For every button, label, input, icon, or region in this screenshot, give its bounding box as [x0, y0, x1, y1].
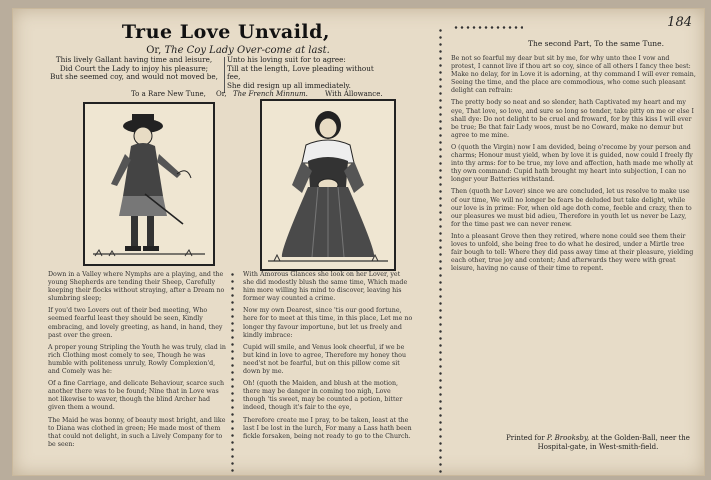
lady-figure-icon: [262, 101, 394, 269]
imprint-prefix: Printed for: [506, 434, 545, 442]
verse: Be not so fearful my dear but sit by me, for why unto thee I vow and protest, I cannot live if thou art so coy, since of all others I fancy thee best: Make no delay, for in Love it is adorning, at thy command I will ever remain, Seeing the time, and the place are commodious, who come such pleasant delight can refrain:: [451, 55, 696, 95]
verse: Therefore create me I pray, to be taken, least at the last I be lost in the lurch, For many a Lass hath been fickle forsaken, being not ready to go to the Church.: [243, 416, 412, 440]
intro-verse-right: [227, 56, 377, 90]
tune-name: To a Rare New Tune,: [131, 90, 206, 98]
licence-note: With Allowance.: [325, 90, 383, 98]
part-divider: [438, 27, 443, 475]
woodcut-gallant: [83, 102, 215, 266]
subtitle-main: The Coy Lady Over-come at last.: [164, 45, 330, 56]
verses-column-b: [243, 271, 413, 445]
verse: Down in a Valley where Nymphs are a playing, and the young Shepherds are tending their Sheep, Carefully keeping their flocks without straying, after a Dream no slumbring sleep;: [48, 271, 225, 303]
second-part-heading: The second Part, To the same Tune.: [528, 39, 664, 48]
verse: If you'd two Lovers out of their bed meeting, Who seemed fearful least they should be seen, Kindly embracing, and lovely greeting, as hand, in hand, they past over the green.: [48, 307, 223, 339]
intro-line: Did Court the Lady to injoy his pleasure;: [59, 63, 209, 73]
verse: Of a fine Carriage, and delicate Behaviour, scarce such another there was to be found; Nine that in Love was not likewise to waver, though the blind Archer had given them a wound.: [48, 380, 225, 412]
verse: Into a pleasant Grove then they retired, where none could see them their loves to unfold, she being free to do what he desired, under a Mirtle tree fair bough to tell: Where they did pass away time at their pleasure, yielding each other, true joy and content; And afterwards they were with great leisure, having no cause of their time to repent.: [451, 232, 694, 273]
intro-line: She did resign up all immediately.: [227, 80, 351, 90]
verse: Then (quoth her Lover) since we are concluded, let us resolve to make use of our time, We will no longer be fears be deluded but take delight, while our love is in prime: For, when old age doth come, feeble and crazy, then to our pleasures we must bid adieu, Therefore in youth let us never be Lazy, for the time past we can never renew.: [451, 188, 692, 228]
verse: Cupid will smile, and Venus look cheerful, if we be but kind in love to agree, Therefore my honey thou need'st not be fearful, but on this pillow come sit down by me.: [243, 343, 406, 376]
tune-or: Or,: [216, 90, 227, 98]
verse: O (quoth the Virgin) now I am devided, being o'recome by your person and charms; Honour must yield, when by love it is guided, now could I freely fly into thy arms: for to be true, my love and affection, hath made me wholly at thy own command: Cupid hath brought my heart into subjection, I can no longer your Batteries withstand.: [451, 143, 694, 184]
woodcut-lady: [260, 99, 396, 271]
intro-line: Till at the length, Love pleading without fee,: [227, 63, 374, 82]
intro-line: But she seemed coy, and would not moved be,: [50, 72, 218, 82]
column-divider: [230, 271, 235, 476]
tune-alt: The French Minnum.: [233, 90, 308, 98]
verses-column-a: [48, 271, 226, 453]
subtitle-prefix: Or,: [146, 45, 162, 56]
intro-divider: [224, 57, 225, 93]
verse: Oh! (quoth the Maiden, and blush at the motion, there may be danger in coming too nigh, Love though 'tis sweet, may be counted a potion, bitter indeed, though it's fair to the eye,: [243, 380, 403, 412]
printer-name: P. Brooksby,: [546, 434, 590, 442]
intro-line: This lively Gallant having time and leisure,: [55, 55, 213, 64]
ballad-title: True Love Unvaild,: [121, 21, 331, 43]
verse: The pretty body so neat and so slender, hath Captivated my heart and my eye, That love, so love, and sure so long so tender, take pitty on me or else I shall dye: Do not delight to be cruel and froward, for by this kiss I will ever be true; Be that fair Lady woos, must be no Coward, make no demur but agree to me mine.: [451, 99, 694, 139]
verse: The Maid he was bonny, of beauty most bright, and like to Diana was clothed in green; He made most of them that could not delight, in such a Lively Company for to be seen:: [48, 416, 226, 448]
printer-imprint: [503, 434, 693, 452]
verse: Now my own Dearest, since 'tis our good fortune, here for to meet at this time, in this place, Let me no longer thy favour importune, but let us freely and kindly imbrace:: [243, 307, 413, 339]
intro-line: Unto his loving suit for to agree:: [227, 55, 346, 64]
ornament-rule: [453, 25, 523, 30]
page-number: 184: [667, 15, 692, 30]
verses-column-c: [451, 55, 696, 277]
broadside-sheet: [12, 8, 705, 476]
verse: A proper young Stripling the Youth he was truly, clad in rich Clothing most comely to see, Though he was humble with politeness unruly, Rowly Complexion'd, and Comely was he:: [48, 343, 226, 376]
verse: With Amorous Glances she look on her Lover, yet she did modestly blush the same time, Which made him more willing his mind to discover, leaving his former way counted a crime.: [243, 271, 408, 303]
intro-verse-left: [45, 56, 223, 82]
gallant-figure-icon: [85, 104, 213, 264]
imprint-address: at the Golden-Ball, neer the Hospital-gate, in West-smith-field.: [537, 434, 690, 451]
